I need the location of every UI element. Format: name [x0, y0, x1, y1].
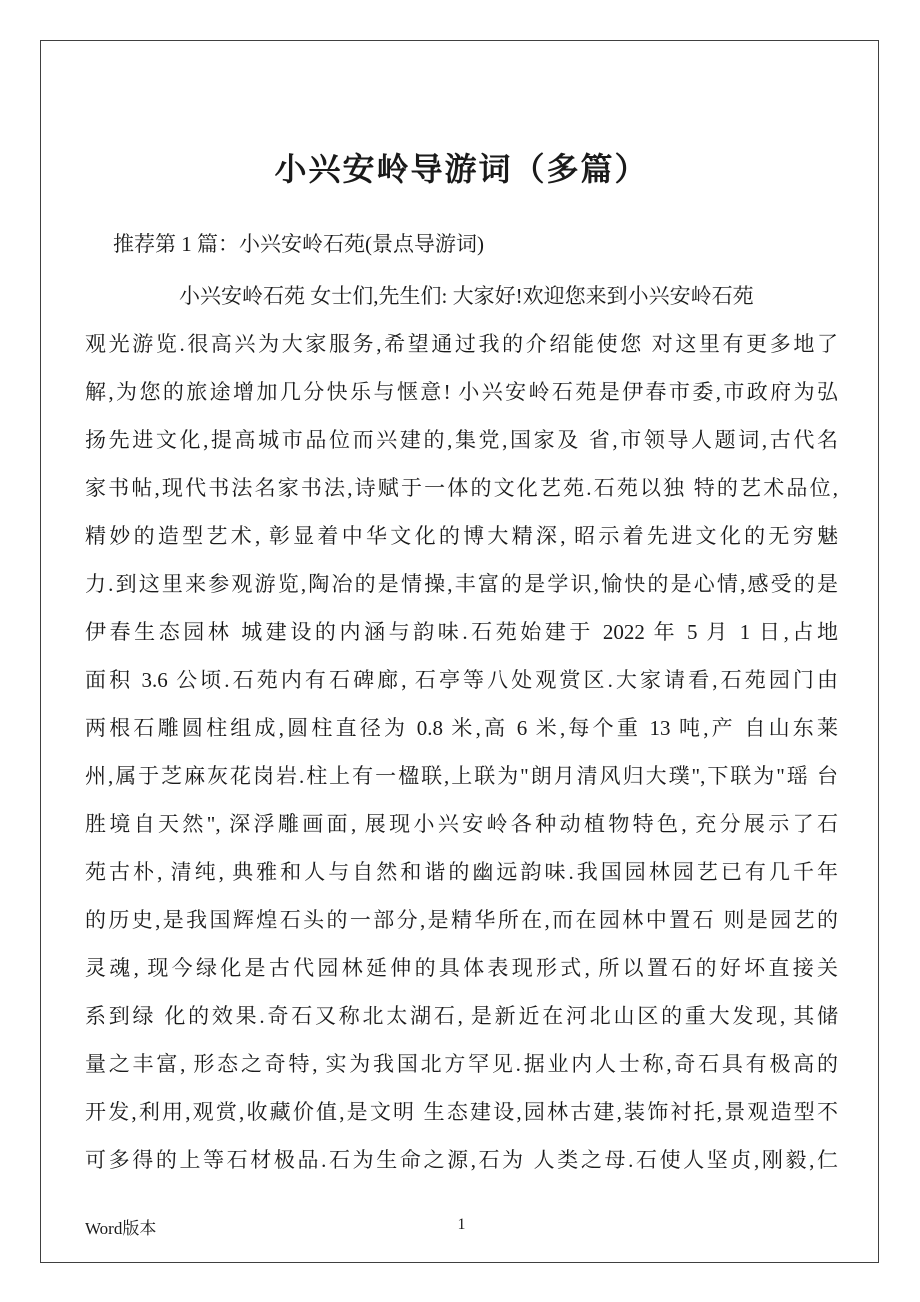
body-text: [85, 272, 838, 1184]
body-line: 胜境自天然", 深浮雕画面, 展现小兴安岭各种动植物特色, 充分展示了石: [85, 812, 838, 836]
body-line: 量之丰富, 形态之奇特, 实为我国北方罕见.据业内人士称,奇石具有极高的: [85, 1052, 838, 1076]
body-line: 开发,利用,观赏,收藏价值,是文明 生态建设,园林古建,装饰衬托,景观造型不: [85, 1100, 838, 1124]
body-line: 小兴安岭石苑 女士们,先生们: 大家好!欢迎您来到小兴安岭石苑: [179, 284, 754, 308]
body-line: 州,属于芝麻灰花岗岩.柱上有一楹联,上联为"朗月清风归大璞",下联为"瑶 台: [85, 764, 838, 788]
intro-line: 推荐第 1 篇：小兴安岭石苑(景点导游词): [113, 232, 484, 256]
body-line: 解,为您的旅途增加几分快乐与惬意! 小兴安岭石苑是伊春市委,市政府为弘: [85, 380, 838, 404]
body-line: 的历史,是我国辉煌石头的一部分,是精华所在,而在园林中置石 则是园艺的: [85, 908, 838, 932]
body-line: 力.到这里来参观游览,陶冶的是情操,丰富的是学识,愉快的是心情,感受的是: [85, 572, 838, 596]
body-line: 苑古朴, 清纯, 典雅和人与自然和谐的幽远韵味.我国园林园艺已有几千年: [85, 860, 838, 884]
body-line: 伊春生态园林 城建设的内涵与韵味.石苑始建于 2022 年 5 月 1 日,占地: [85, 620, 838, 644]
word-version-label: Word版本: [85, 1219, 157, 1238]
body-line: 灵魂, 现今绿化是古代园林延伸的具体表现形式, 所以置石的好坏直接关: [85, 956, 838, 980]
page-content: [85, 0, 838, 1302]
document-title: 小兴安岭导游词（多篇）: [274, 151, 649, 187]
body-line: 可多得的上等石材极品.石为生命之源,石为 人类之母.石使人坚贞,刚毅,仁: [85, 1148, 838, 1172]
body-line: 扬先进文化,提高城市品位而兴建的,集党,国家及 省,市领导人题词,古代名: [85, 428, 838, 452]
body-line: 系到绿 化的效果.奇石又称北太湖石, 是新近在河北山区的重大发现, 其储: [85, 1004, 838, 1028]
body-line: 观光游览.很高兴为大家服务,希望通过我的介绍能使您 对这里有更多地了: [85, 332, 838, 356]
body-line: 精妙的造型艺术, 彰显着中华文化的博大精深, 昭示着先进文化的无穷魅: [85, 524, 838, 548]
body-line: 两根石雕圆柱组成,圆柱直径为 0.8 米,高 6 米,每个重 13 吨,产 自山东莱: [85, 716, 838, 740]
page-number: 1: [457, 1216, 466, 1233]
body-line: 面积 3.6 公顷.石苑内有石碑廊, 石亭等八处观赏区.大家请看,石苑园门由: [85, 668, 838, 692]
body-line: 家书帖,现代书法名家书法,诗赋于一体的文化艺苑.石苑以独 特的艺术品位,: [85, 476, 838, 500]
